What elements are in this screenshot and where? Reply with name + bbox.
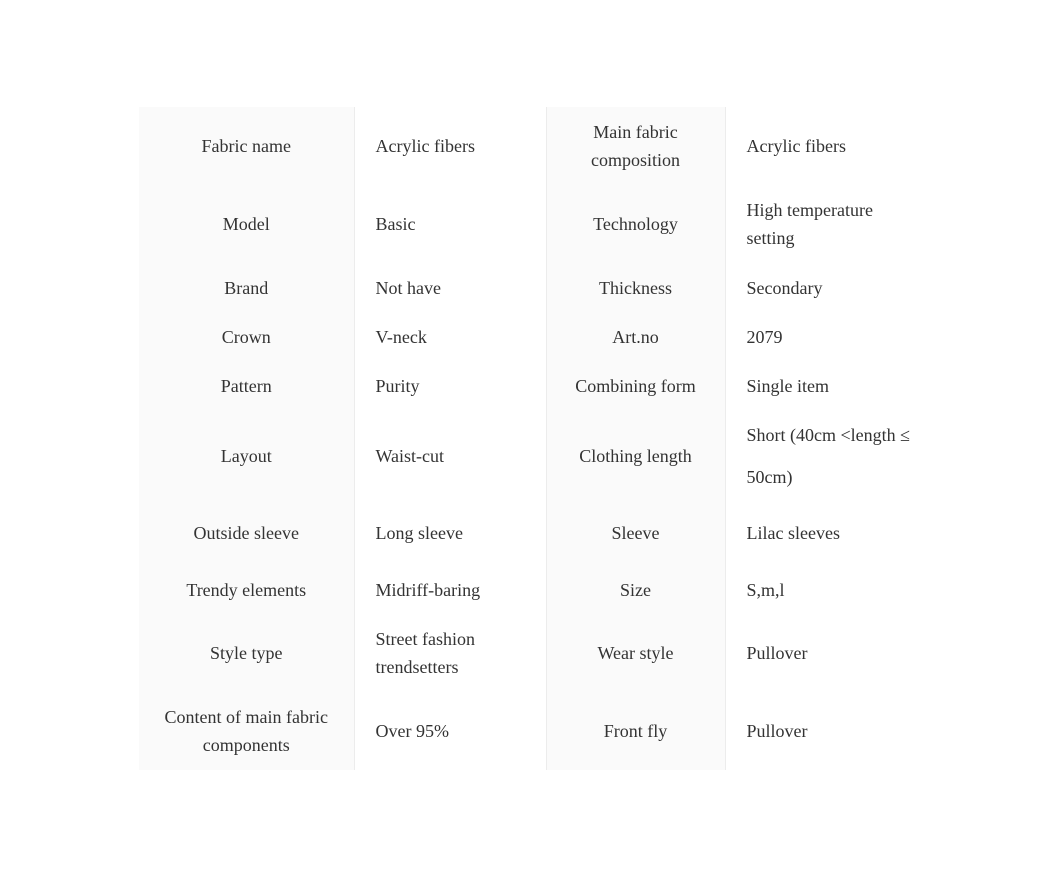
spec-value: Over 95% (354, 692, 546, 770)
spec-label: Front fly (546, 692, 725, 770)
spec-label: Trendy elements (139, 565, 354, 614)
table-row (139, 107, 925, 185)
table-row (139, 410, 925, 501)
table-row (139, 312, 925, 361)
spec-label: Model (139, 185, 354, 263)
spec-value: Waist-cut (354, 410, 546, 501)
spec-label: Combining form (546, 361, 725, 410)
table-row (139, 692, 925, 770)
spec-label: Main fabric composition (546, 107, 725, 185)
table-row (139, 501, 925, 565)
spec-label: Brand (139, 263, 354, 312)
spec-label: Size (546, 565, 725, 614)
spec-label: Fabric name (139, 107, 354, 185)
table-row (139, 361, 925, 410)
spec-value: Pullover (725, 614, 925, 692)
clothing-length-text: Short (40cm <length ≤ 50cm) (746, 424, 911, 487)
spec-label: Pattern (139, 361, 354, 410)
spec-value: Long sleeve (354, 501, 546, 565)
spec-value: Street fashion trendsetters (354, 614, 546, 692)
spec-value: Not have (354, 263, 546, 312)
spec-value: High temperature setting (725, 185, 925, 263)
spec-value: Acrylic fibers (725, 107, 925, 185)
table-row (139, 263, 925, 312)
spec-label: Sleeve (546, 501, 725, 565)
table-row (139, 614, 925, 692)
spec-value: V-neck (354, 312, 546, 361)
spec-value: S,m,l (725, 565, 925, 614)
spec-label: Technology (546, 185, 725, 263)
spec-label: Thickness (546, 263, 725, 312)
spec-value: Single item (725, 361, 925, 410)
spec-value: 2079 (725, 312, 925, 361)
spec-value: Midriff-baring (354, 565, 546, 614)
spec-value: Basic (354, 185, 546, 263)
spec-value: Lilac sleeves (725, 501, 925, 565)
spec-label: Layout (139, 410, 354, 501)
spec-label: Style type (139, 614, 354, 692)
spec-label: Wear style (546, 614, 725, 692)
spec-value: Acrylic fibers (354, 107, 546, 185)
table-row (139, 185, 925, 263)
spec-label: Art.no (546, 312, 725, 361)
spec-label: Outside sleeve (139, 501, 354, 565)
spec-label: Content of main fabric components (139, 692, 354, 770)
spec-value: Pullover (725, 692, 925, 770)
spec-value: Purity (354, 361, 546, 410)
spec-label: Crown (139, 312, 354, 361)
table-row (139, 565, 925, 614)
spec-label: Clothing length (546, 410, 725, 501)
spec-value: Secondary (725, 263, 925, 312)
product-spec-table (139, 107, 925, 770)
spec-value (725, 410, 925, 501)
